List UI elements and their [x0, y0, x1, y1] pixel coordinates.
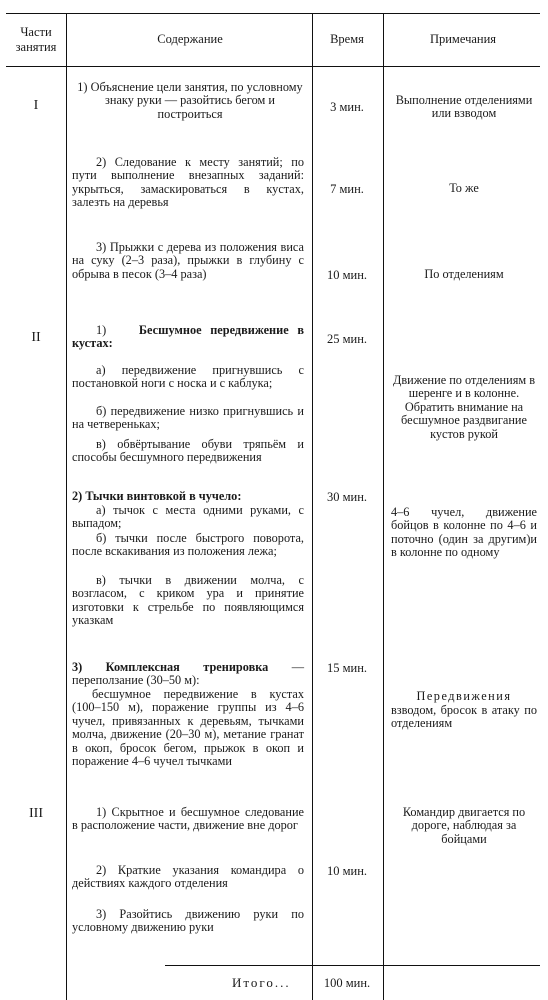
row8-time: 10 мин. [326, 864, 368, 878]
row7-note: Командир двигается по дороге, наблюдая за бойцами [402, 805, 526, 846]
row3-content: 3) Прыжки с дерева из положения виса на суку (2–3 раза), прыжки в глубину с обрыва в песок (3–4 раза) [72, 240, 304, 281]
row1-time: 3 мин. [330, 100, 364, 114]
row2-time: 7 мин. [330, 182, 364, 196]
row6-title-rest: — переползание (30–50 м): [72, 660, 305, 688]
row5-title [72, 490, 304, 503]
header-parts: Части занятия [15, 25, 57, 54]
row5-item-a: а) тычок с места одними руками, с выпадом; [72, 503, 304, 531]
total-top-border [165, 965, 540, 966]
table-top-border [6, 13, 540, 14]
part-number-3: III [29, 806, 43, 821]
total-time: 100 мин. [323, 976, 371, 990]
row6-title: 3) Комплексная тренировка [72, 660, 269, 674]
row1-note: Выполнение отделениями или взводом [395, 93, 533, 121]
header-content: Содержание [157, 32, 223, 46]
row5-item-b: б) тычки после быстрого поворота, после вскакивания из положения лежа; [72, 531, 304, 559]
header-bottom-border [6, 66, 540, 67]
row6-time: 15 мин. [326, 661, 368, 675]
row4-number: 1) [96, 323, 107, 337]
column-divider-3 [383, 13, 384, 1000]
row3-time: 10 мин. [326, 268, 368, 282]
row5-note: 4–6 чучел, движение бойцов в колонне по 4–6 и поточно (один за другим)и в колонне по одному [391, 505, 537, 560]
row5-title-text: 2) Тычки винтовкой в чучело: [72, 489, 242, 503]
row2-note: То же [449, 181, 479, 195]
row4-title: Бесшумное передвижение в кустах: [72, 323, 304, 351]
row1-content: 1) Объяснение цели занятия, по условному знаку руки — разойтись бегом и построиться [77, 80, 303, 121]
part-number-2: II [31, 330, 41, 345]
row7-content: 1) Скрытное и бесшумное следование в расположение части, движение вне дорог [72, 805, 304, 833]
row8-content: 2) Краткие указания командира о действиях каждого отделения [72, 863, 304, 891]
row5-time: 30 мин. [326, 490, 368, 504]
row9-content: 3) Разойтись движению руки по условному движению руки [72, 907, 304, 935]
row4-note: Движение по отделениям в шеренге и в колонне. Обратить внимание на бесшумное раздвигание кустов рукой [392, 373, 536, 441]
row6-body: бесшумное передвижение в кустах (100–150 м), поражение группы из 4–6 чучел, привязанных к деревьям, тычками молча, движение (20–30 м), метание гранат в окоп, бросок бегом, прыжок в окоп и поражение 4–6 чучел тычками [72, 687, 304, 769]
row4-time: 25 мин. [326, 332, 368, 346]
row4-heading [72, 324, 304, 351]
row6-note-spaced: Передвижения [416, 689, 512, 703]
header-time: Время [330, 32, 364, 46]
row4-item-a: а) передвижение пригнувшись с постановкой ноги с носка и с каблука; [72, 363, 304, 391]
column-divider-1 [66, 13, 67, 1000]
row4-item-c: в) обвёртывание обуви тряпьём и способы бесшумного передвижения [72, 437, 304, 465]
row4-item-b: б) передвижение низко пригнувшись и на четвереньках; [72, 404, 304, 432]
part-number-1: I [33, 98, 39, 113]
row6-note: взводом, бросок в атаку по отделениям [391, 703, 537, 731]
row2-content: 2) Следование к месту занятий; по пути выполнение внезапных заданий: укрыться, замаскироваться в кустах, залезть на деревья [72, 155, 304, 210]
total-label: Итого... [232, 975, 291, 990]
row6-heading [72, 661, 304, 688]
column-divider-2 [312, 13, 313, 1000]
row5-item-c: в) тычки в движении молча, с возгласом, с криком ура и принятие изготовки к стрельбе по появляющимся указкам [72, 573, 304, 628]
header-notes: Примечания [429, 32, 497, 46]
row3-note: По отделениям [424, 267, 504, 281]
